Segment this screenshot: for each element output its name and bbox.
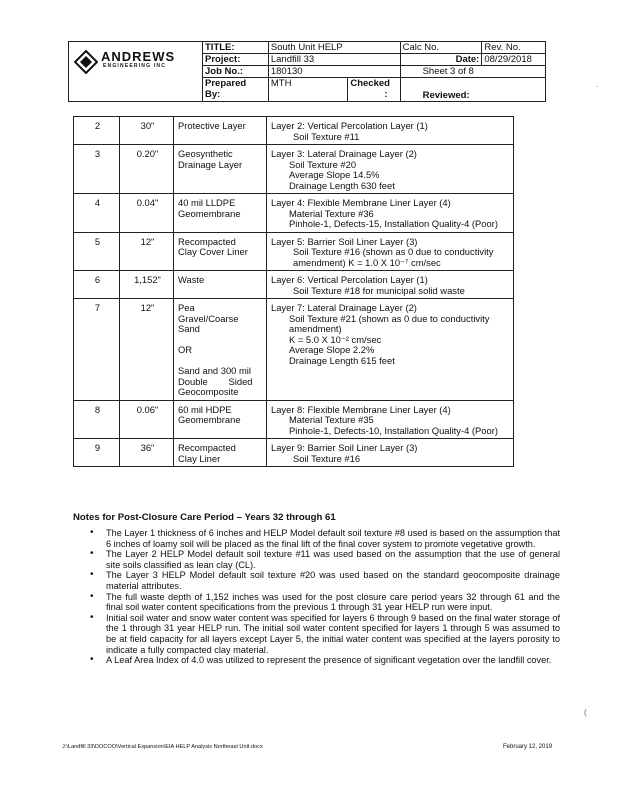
layer-thickness: 0.20" — [120, 145, 174, 194]
description-line: Soil Texture #18 for municipal solid waste — [293, 284, 465, 296]
description-line: Soil Texture #11 — [293, 130, 360, 142]
material-line: Recompacted — [178, 235, 236, 247]
material-line: 60 mil HDPE — [178, 403, 232, 415]
project-value: Landfill 33 — [268, 54, 400, 66]
description-line: Layer 4: Flexible Membrane Liner Layer (4) — [271, 197, 451, 208]
checked-label: Checked — [350, 78, 390, 89]
layer-description — [267, 439, 514, 467]
description-line: Drainage Length 630 feet — [289, 179, 395, 191]
description-line: Soil Texture #21 (shown as 0 due to conductivity — [289, 312, 490, 324]
prepared-label-line-2: By: — [205, 89, 221, 100]
layer-row — [74, 145, 514, 194]
material-line: Gravel/Coarse — [178, 312, 239, 324]
project-label: Project: — [203, 54, 269, 66]
layer-description — [267, 299, 514, 401]
description-line: Average Slope 14.5% — [289, 169, 380, 180]
description-line: Soil Texture #16 — [293, 452, 361, 464]
calc-header-table — [68, 41, 546, 102]
material-line: Protective Layer — [178, 120, 246, 131]
job-value: 180130 — [268, 66, 400, 78]
layer-number: 8 — [74, 400, 120, 439]
material-line: Geomembrane — [178, 207, 241, 219]
description-line: Pinhole-1, Defects-10, Installation Quality-4 (Poor) — [289, 424, 498, 436]
material-line: Geocomposite — [178, 386, 239, 397]
notes-list — [90, 528, 560, 666]
layer-thickness: 0.04" — [120, 194, 174, 233]
description-line: Soil Texture #16 (shown as 0 due to conductivity — [293, 246, 494, 257]
calc-label: Calc No. — [400, 42, 482, 54]
title-value: South Unit HELP — [268, 42, 400, 54]
scan-mark: · — [596, 82, 599, 91]
sheet-value: Sheet 3 of 8 — [422, 66, 474, 77]
layer-material — [174, 232, 267, 271]
title-label: TITLE: — [203, 42, 269, 54]
note-item: • The full waste depth of 1,152 inches was used for the post closure care period years 32 through 61 and the final soil water content specifications from the previous 1 through 31 year HELP run were input. — [90, 592, 560, 613]
description-line: Average Slope 2.2% — [289, 344, 375, 355]
note-item: • Initial soil water and snow water content was specified for layers 6 through 9 based on the final water storage of the 1 through 31 year HELP run. The initial soil water content specified for layers 1 through 5 was assumed to be at field capacity for all layers except Layer 5, the initial water content was specified at the layers porosity to indicate a fully compacted clay material. — [90, 613, 560, 655]
material-line: Sand and 300 mil — [178, 365, 251, 376]
layer-table — [73, 116, 514, 467]
layer-number: 7 — [74, 299, 120, 401]
layer-thickness: 36" — [120, 439, 174, 467]
logo-cell — [69, 42, 203, 102]
description-line: Layer 7: Lateral Drainage Layer (2) — [271, 302, 417, 313]
description-line: Material Texture #36 — [289, 207, 374, 219]
sheet-number — [400, 66, 545, 78]
description-line: amendment) — [289, 323, 342, 334]
material-line: Clay Cover Liner — [178, 246, 248, 257]
layer-material — [174, 400, 267, 439]
layer-thickness: 0.06" — [120, 400, 174, 439]
material-line: Clay Liner — [178, 452, 221, 464]
layer-row — [74, 194, 514, 233]
layer-material — [174, 299, 267, 401]
description-line: Layer 8: Flexible Membrane Liner Layer (4) — [271, 403, 451, 415]
material-line: Sand — [178, 323, 200, 334]
layer-row — [74, 439, 514, 467]
note-item: • The Layer 1 thickness of 6 inches and HELP Model default soil texture #8 used is based on the assumption that 6 inches of loamy soil will be placed as the final lift of the final cover system to promote vegetative growth. — [90, 528, 560, 549]
layer-description — [267, 145, 514, 194]
prepared-label — [203, 78, 269, 102]
description-line: Drainage Length 615 feet — [289, 354, 395, 366]
layer-row — [74, 117, 514, 145]
material-line: OR — [178, 344, 193, 355]
company-name: ANDREWS — [101, 49, 176, 64]
layer-thickness: 1,152" — [120, 271, 174, 299]
reviewed-label: Reviewed: — [400, 78, 545, 102]
material-line: Drainage Layer — [178, 158, 243, 170]
layer-material — [174, 439, 267, 467]
description-line: Soil Texture #20 — [289, 158, 357, 170]
material-line: 40 mil LLDPE — [178, 197, 236, 208]
material-line: Waste — [178, 274, 205, 285]
company-subtitle: ENGINEERING INC — [103, 63, 167, 69]
material-line: Pea — [178, 302, 195, 313]
layer-number: 6 — [74, 271, 120, 299]
layer-material — [174, 117, 267, 145]
description-line: Layer 5: Barrier Soil Liner Layer (3) — [271, 235, 418, 247]
material-line: Double Sided — [178, 375, 253, 387]
note-item: • The Layer 3 HELP Model default soil texture #20 was used based on the standard geocomposite drainage material attributes. — [90, 570, 560, 591]
material-line: Geosynthetic — [178, 148, 233, 159]
layer-number: 9 — [74, 439, 120, 467]
layer-thickness: 30" — [120, 117, 174, 145]
scan-mark: ( — [584, 708, 587, 717]
layer-material — [174, 145, 267, 194]
layer-row — [74, 232, 514, 271]
layer-row — [74, 400, 514, 439]
layer-description — [267, 194, 514, 233]
note-item: • The Layer 2 HELP Model default soil texture #11 was used based on the assumption that the use of general site soils classified as lean clay (CL). — [90, 549, 560, 570]
notes-title: Notes for Post-Closure Care Period – Years 32 through 61 — [73, 512, 336, 523]
footer-file-path: J:\Landfill 33\DOCOO\Vertical Expansion\EIA HELP Analysis Northeast Unit.docx — [62, 744, 263, 750]
material-line: Geomembrane — [178, 414, 241, 425]
prepared-value: MTH — [268, 78, 348, 102]
description-line: Pinhole-1, Defects-15, Installation Quality-4 (Poor) — [289, 218, 498, 229]
note-item: • A Leaf Area Index of 4.0 was utilized to represent the presence of significant vegetation over the landfill cover. — [90, 655, 560, 666]
description-line: K = 5.0 X 10⁻² cm/sec — [289, 333, 382, 345]
description-line: Layer 6: Vertical Percolation Layer (1) — [271, 274, 428, 285]
layer-description — [267, 400, 514, 439]
material-line: Recompacted — [178, 442, 236, 453]
rev-label: Rev. No. — [482, 42, 546, 54]
description-line: amendment) K = 1.0 X 10⁻⁷ cm/sec — [293, 256, 441, 268]
checked-value: : — [384, 89, 388, 100]
description-line: Material Texture #35 — [289, 414, 374, 425]
layer-thickness: 12" — [120, 299, 174, 401]
layer-number: 3 — [74, 145, 120, 194]
layer-description — [267, 271, 514, 299]
checked-cell — [348, 78, 400, 102]
prepared-label-line-1: Prepared — [205, 78, 247, 89]
footer-date: February 12, 2019 — [503, 744, 553, 750]
layer-description — [267, 232, 514, 271]
description-line: Layer 9: Barrier Soil Liner Layer (3) — [271, 442, 418, 453]
layer-row — [74, 271, 514, 299]
description-line: Layer 2: Vertical Percolation Layer (1) — [271, 120, 428, 131]
date-label: Date: — [400, 54, 482, 66]
layer-number: 5 — [74, 232, 120, 271]
layer-description — [267, 117, 514, 145]
layer-row — [74, 299, 514, 401]
layer-material — [174, 194, 267, 233]
layer-material — [174, 271, 267, 299]
date-value: 08/29/2018 — [482, 54, 546, 66]
layer-number: 2 — [74, 117, 120, 145]
layer-number: 4 — [74, 194, 120, 233]
description-line: Layer 3: Lateral Drainage Layer (2) — [271, 148, 417, 159]
layer-thickness: 12" — [120, 232, 174, 271]
job-label: Job No.: — [203, 66, 269, 78]
